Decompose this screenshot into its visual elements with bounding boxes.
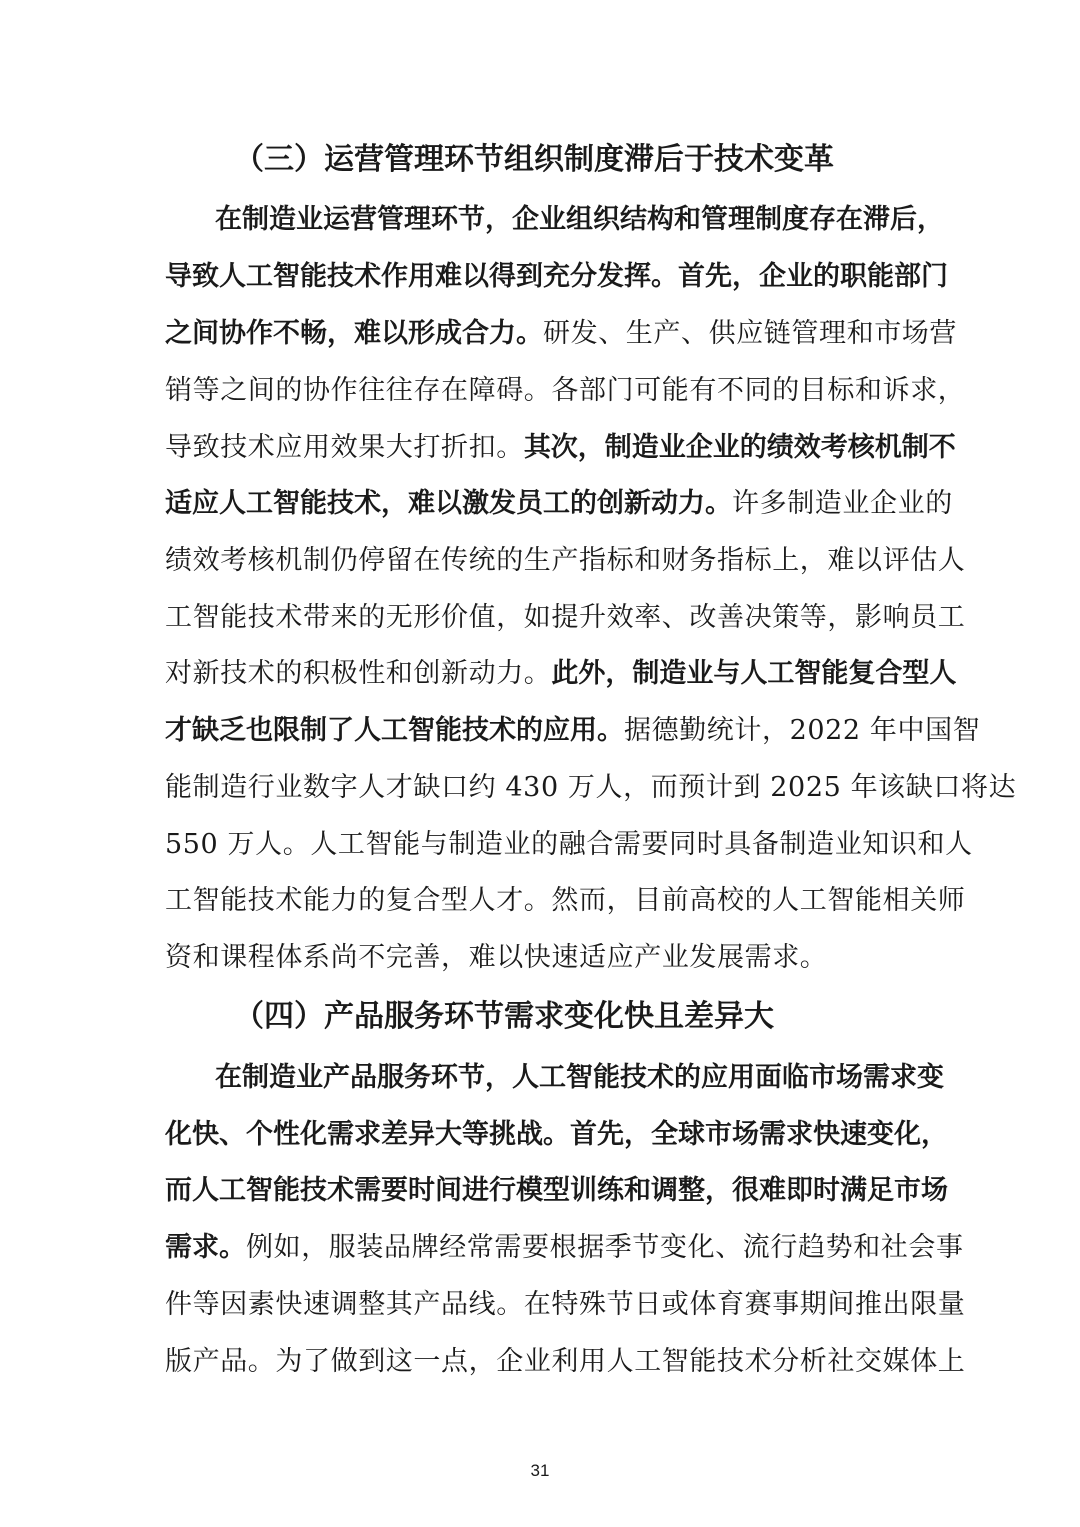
paragraph-line: 绩效考核机制仍停留在传统的生产指标和财务指标上，难以评估人 <box>165 545 966 576</box>
page-number: 31 <box>530 1461 550 1480</box>
paragraph-line: 之间协作不畅，难以形成合力。研发、生产、供应链管理和市场营 <box>165 318 957 349</box>
paragraph-line: 导致人工智能技术作用难以得到充分发挥。首先，企业的职能部门 <box>165 261 948 292</box>
paragraph-line: 对新技术的积极性和创新动力。此外，制造业与人工智能复合型人 <box>165 658 957 689</box>
paragraph-line: 销等之间的协作往往存在障碍。各部门可能有不同的目标和诉求， <box>165 375 966 406</box>
paragraph-line: 在制造业运营管理环节，企业组织结构和管理制度存在滞后， <box>215 204 944 235</box>
paragraph-line: 能制造行业数字人才缺口约 430 万人，而预计到 2025 年该缺口将达 <box>165 772 1017 803</box>
paragraph-line: 需求。例如，服装品牌经常需要根据季节变化、流行趋势和社会事 <box>165 1232 964 1263</box>
paragraph-line: 550 万人。人工智能与制造业的融合需要同时具备制造业知识和人 <box>165 829 973 860</box>
paragraph-line: 适应人工智能技术，难以激发员工的创新动力。许多制造业企业的 <box>165 488 953 519</box>
section-4-heading: （四）产品服务环节需求变化快且差异大 <box>234 999 774 1034</box>
section-3-heading: （三）运营管理环节组织制度滞后于技术变革 <box>234 142 834 177</box>
paragraph-line: 件等因素快速调整其产品线。在特殊节日或体育赛事期间推出限量 <box>165 1289 966 1320</box>
paragraph-line: 版产品。为了做到这一点，企业利用人工智能技术分析社交媒体上 <box>165 1346 966 1377</box>
paragraph-line: 导致技术应用效果大打折扣。其次，制造业企业的绩效考核机制不 <box>165 432 956 463</box>
paragraph-line: 工智能技术带来的无形价值，如提升效率、改善决策等，影响员工 <box>165 602 966 633</box>
paragraph-line: 化快、个性化需求差异大等挑战。首先，全球市场需求快速变化， <box>165 1119 948 1150</box>
paragraph-line: 而人工智能技术需要时间进行模型训练和调整，很难即时满足市场 <box>165 1175 948 1206</box>
paragraph-line: 在制造业产品服务环节，人工智能技术的应用面临市场需求变 <box>215 1062 944 1093</box>
paragraph-line: 才缺乏也限制了人工智能技术的应用。据德勤统计，2022 年中国智 <box>165 715 981 746</box>
paragraph-line: 资和课程体系尚不完善，难以快速适应产业发展需求。 <box>165 942 828 973</box>
paragraph-line: 工智能技术能力的复合型人才。然而，目前高校的人工智能相关师 <box>165 885 966 916</box>
